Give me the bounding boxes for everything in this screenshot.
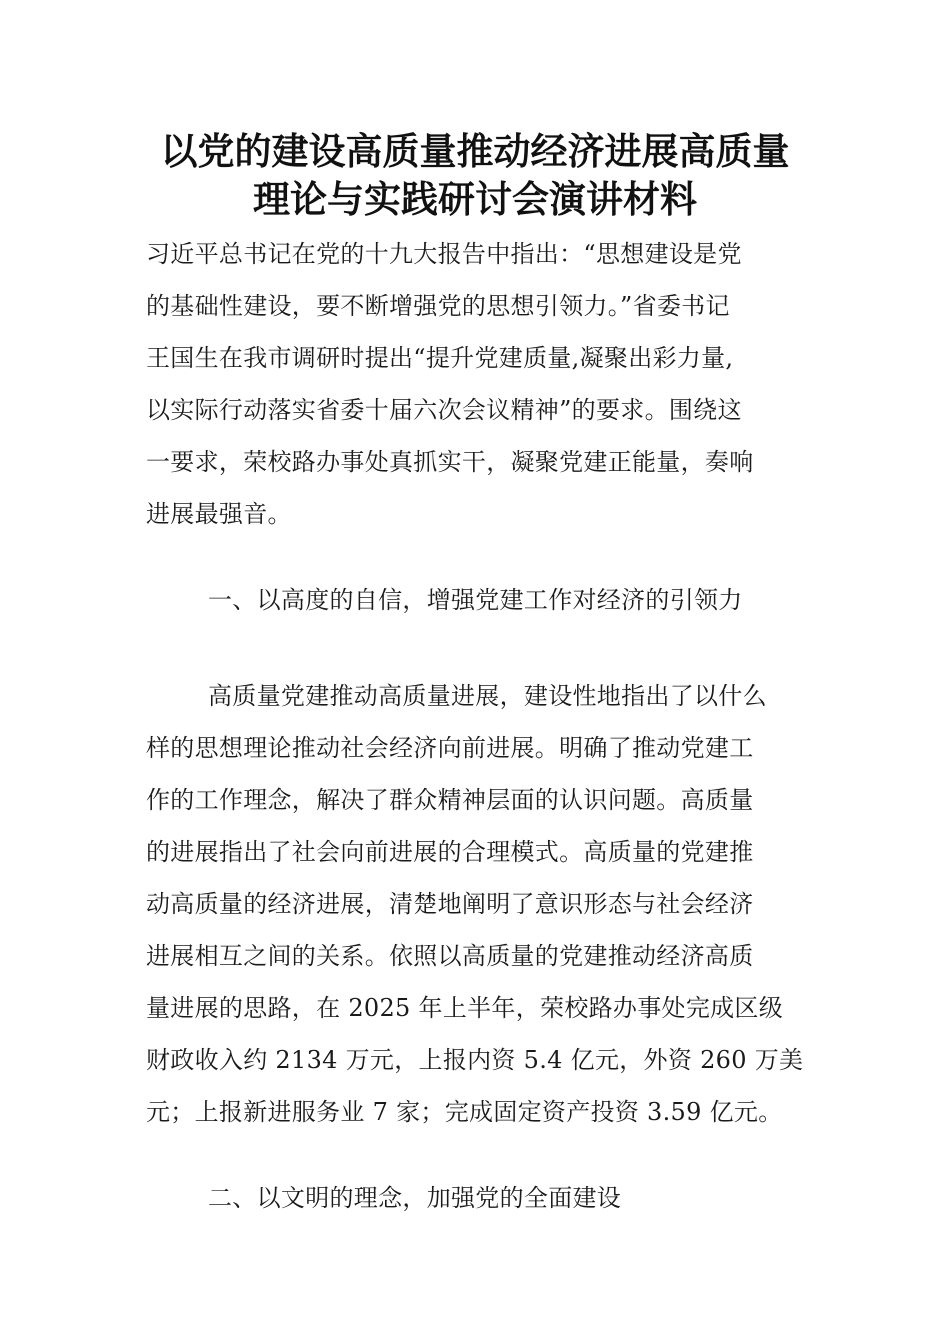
body-line: 元；上报新进服务业 7 家；完成固定资产投资 3.59 亿元。 bbox=[146, 1098, 783, 1126]
document-title bbox=[110, 128, 840, 224]
body-line: 进展相互之间的关系。依照以高质量的党建推动经济高质 bbox=[146, 942, 754, 970]
intro-line: 一要求，荣校路办事处真抓实干，凝聚党建正能量，奏响 bbox=[146, 448, 754, 476]
section-1-paragraph bbox=[146, 670, 806, 1138]
intro-paragraph bbox=[146, 228, 806, 540]
body-line: 样的思想理论推动社会经济向前进展。明确了推动党建工 bbox=[146, 734, 754, 762]
intro-line: 进展最强音。 bbox=[146, 500, 292, 528]
body-line: 作的工作理念，解决了群众精神层面的认识问题。高质量 bbox=[146, 786, 754, 814]
section-2-heading-text: 二、以文明的理念，加强党的全面建设 bbox=[208, 1184, 622, 1212]
intro-line: 习近平总书记在党的十九大报告中指出：“思想建设是党 bbox=[146, 240, 742, 268]
body-line: 动高质量的经济进展，清楚地阐明了意识形态与社会经济 bbox=[146, 890, 754, 918]
intro-line: 的基础性建设，要不断增强党的思想引领力。”省委书记 bbox=[146, 292, 730, 320]
intro-line: 王国生在我市调研时提出“提升党建质量,凝聚出彩力量, bbox=[146, 344, 734, 372]
title-line-2: 理论与实践研讨会演讲材料 bbox=[253, 178, 697, 221]
body-line: 高质量党建推动高质量进展，建设性地指出了以什么 bbox=[208, 682, 767, 710]
body-line: 财政收入约 2134 万元，上报内资 5.4 亿元，外资 260 万美 bbox=[146, 1046, 804, 1074]
body-line: 量进展的思路，在 2025 年上半年，荣校路办事处完成区级 bbox=[146, 994, 784, 1022]
title-line-1: 以党的建设高质量推动经济进展高质量 bbox=[160, 130, 790, 173]
section-1-heading-text: 一、以高度的自信，增强党建工作对经济的引领力 bbox=[208, 586, 743, 614]
section-1-heading bbox=[146, 574, 806, 626]
body-line: 的进展指出了社会向前进展的合理模式。高质量的党建推 bbox=[146, 838, 754, 866]
section-2-heading bbox=[146, 1172, 806, 1224]
intro-line: 以实际行动落实省委十届六次会议精神”的要求。围绕这 bbox=[146, 396, 742, 424]
